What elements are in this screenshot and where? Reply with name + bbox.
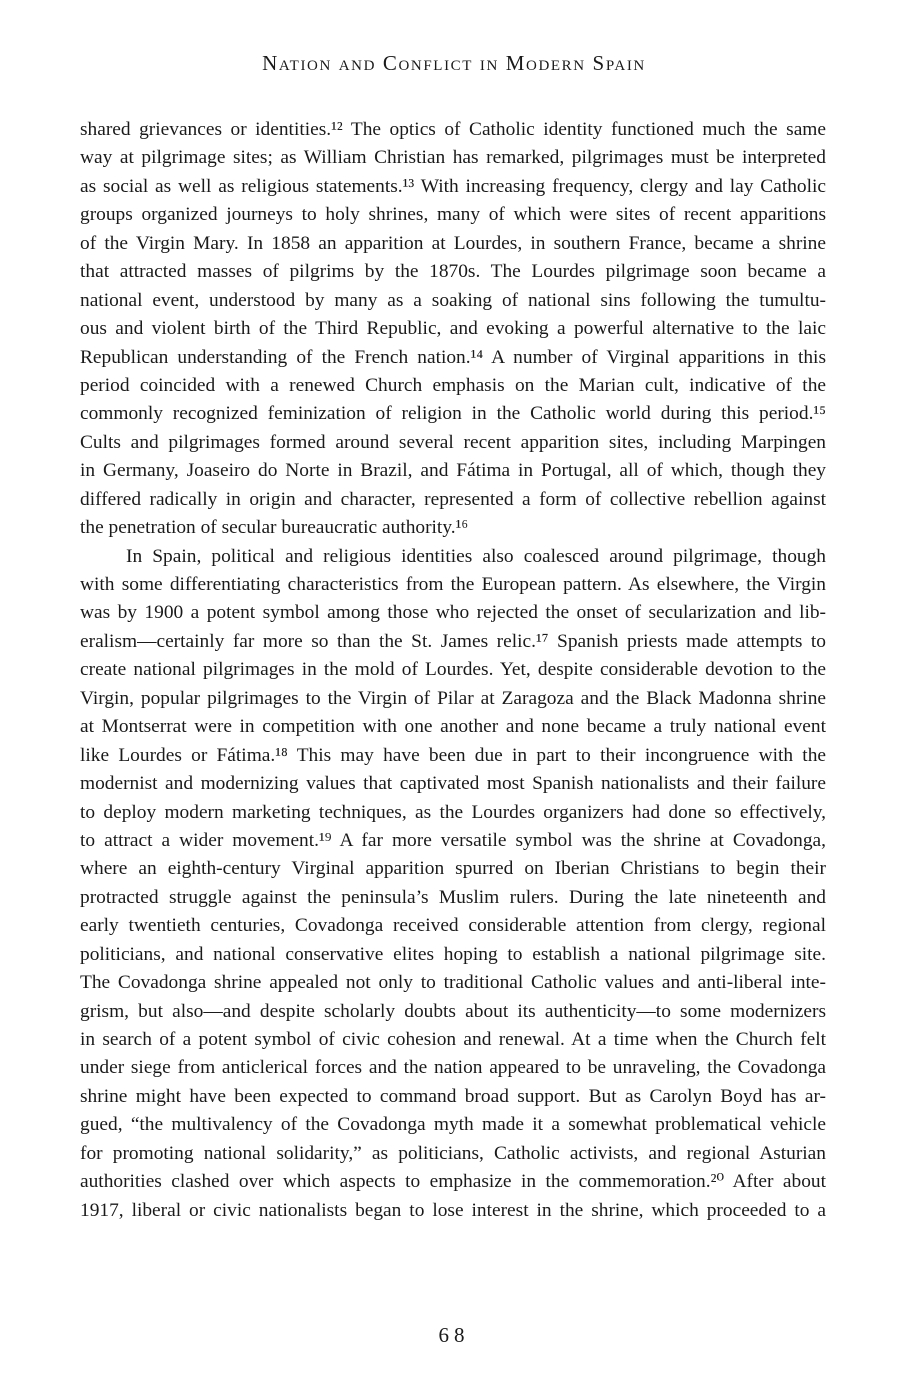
text-line: to deploy modern marketing techniques, as the Lourdes organizers had done so effectively, bbox=[80, 801, 826, 823]
text-line: Republican understanding of the French nation.¹⁴ A number of Virginal apparitions in this bbox=[80, 346, 826, 368]
text-line: for promoting national solidarity,” as politicians, Catholic activists, and regional Asturian bbox=[80, 1142, 826, 1164]
page-number: 68 bbox=[438, 1323, 470, 1347]
text-line: was by 1900 a potent symbol among those who rejected the onset of secularization and lib- bbox=[80, 602, 826, 624]
text-line: The Covadonga shrine appealed not only to traditional Catholic values and anti-liberal inte- bbox=[80, 972, 826, 994]
paragraph-1 bbox=[80, 116, 826, 543]
running-head: Nation and Conflict in Modern Spain bbox=[262, 51, 646, 75]
text-line: at Montserrat were in competition with one another and none became a truly national event bbox=[80, 716, 826, 738]
text-line: early twentieth centuries, Covadonga received considerable attention from clergy, regional bbox=[80, 915, 826, 937]
text-line: groups organized journeys to holy shrines, many of which were sites of recent apparitions bbox=[80, 204, 826, 226]
text-line: that attracted masses of pilgrims by the 1870s. The Lourdes pilgrimage soon became a bbox=[80, 261, 826, 283]
text-line: way at pilgrimage sites; as William Christian has remarked, pilgrimages must be interpreted bbox=[80, 147, 826, 169]
text-line: In Spain, political and religious identities also coalesced around pilgrimage, though bbox=[126, 545, 826, 567]
text-line: grism, but also—and despite scholarly doubts about its authenticity—to some modernizers bbox=[80, 1000, 826, 1022]
text-line: Virgin, popular pilgrimages to the Virgin of Pilar at Zaragoza and the Black Madonna shrine bbox=[80, 687, 826, 709]
text-line: gued, “the multivalency of the Covadonga myth made it a somewhat problematical vehicle bbox=[80, 1114, 826, 1136]
body-text bbox=[80, 116, 826, 1225]
text-line: create national pilgrimages in the mold of Lourdes. Yet, despite considerable devotion to the bbox=[80, 659, 826, 681]
text-line: period coincided with a renewed Church emphasis on the Marian cult, indicative of the bbox=[80, 374, 826, 396]
text-line: like Lourdes or Fátima.¹⁸ This may have been due in part to their incongruence with the bbox=[80, 744, 826, 766]
text-line: protracted struggle against the peninsula’s Muslim rulers. During the late nineteenth and bbox=[80, 886, 826, 908]
text-line: national event, understood by many as a soaking of national sins following the tumultu- bbox=[80, 289, 826, 311]
text-line: 1917, liberal or civic nationalists began to lose interest in the shrine, which proceeded to a bbox=[80, 1199, 826, 1221]
text-line: in search of a potent symbol of civic cohesion and renewal. At a time when the Church felt bbox=[80, 1029, 826, 1050]
text-line: under siege from anticlerical forces and the nation appeared to be unraveling, the Covadonga bbox=[80, 1057, 826, 1079]
text-line: to attract a wider movement.¹⁹ A far more versatile symbol was the shrine at Covadonga, bbox=[80, 829, 826, 851]
text-line: commonly recognized feminization of religion in the Catholic world during this period.¹⁵ bbox=[80, 403, 826, 425]
text-line: Cults and pilgrimages formed around several recent apparition sites, including Marpingen bbox=[80, 431, 826, 453]
text-line: modernist and modernizing values that captivated most Spanish nationalists and their failure bbox=[80, 773, 826, 795]
text-line: of the Virgin Mary. In 1858 an apparition at Lourdes, in southern France, became a shrine bbox=[80, 232, 826, 254]
text-line: as social as well as religious statements.¹³ With increasing frequency, clergy and lay Catholic bbox=[80, 175, 826, 197]
text-line: shrine might have been expected to command broad support. But as Carolyn Boyd has ar- bbox=[80, 1085, 826, 1107]
text-line: where an eighth-century Virginal apparition spurred on Iberian Christians to begin their bbox=[80, 858, 826, 880]
text-line: authorities clashed over which aspects to emphasize in the commemoration.²⁰ After about bbox=[80, 1171, 826, 1193]
text-line: the penetration of secular bureaucratic authority.¹⁶ bbox=[80, 517, 469, 539]
text-line: shared grievances or identities.¹² The optics of Catholic identity functioned much the same bbox=[80, 119, 826, 140]
text-line: with some differentiating characteristics from the European pattern. As elsewhere, the Virgin bbox=[80, 574, 826, 595]
text-line: ous and violent birth of the Third Republic, and evoking a powerful alternative to the laic bbox=[80, 318, 826, 340]
text-line: eralism—certainly far more so than the St. James relic.¹⁷ Spanish priests made attempts to bbox=[80, 630, 826, 652]
paragraph-2 bbox=[80, 543, 826, 1226]
text-line: differed radically in origin and character, represented a form of collective rebellion against bbox=[80, 488, 826, 510]
text-line: in Germany, Joaseiro do Norte in Brazil, and Fátima in Portugal, all of which, though they bbox=[80, 460, 826, 482]
text-line: politicians, and national conservative elites hoping to establish a national pilgrimage site. bbox=[80, 943, 826, 965]
